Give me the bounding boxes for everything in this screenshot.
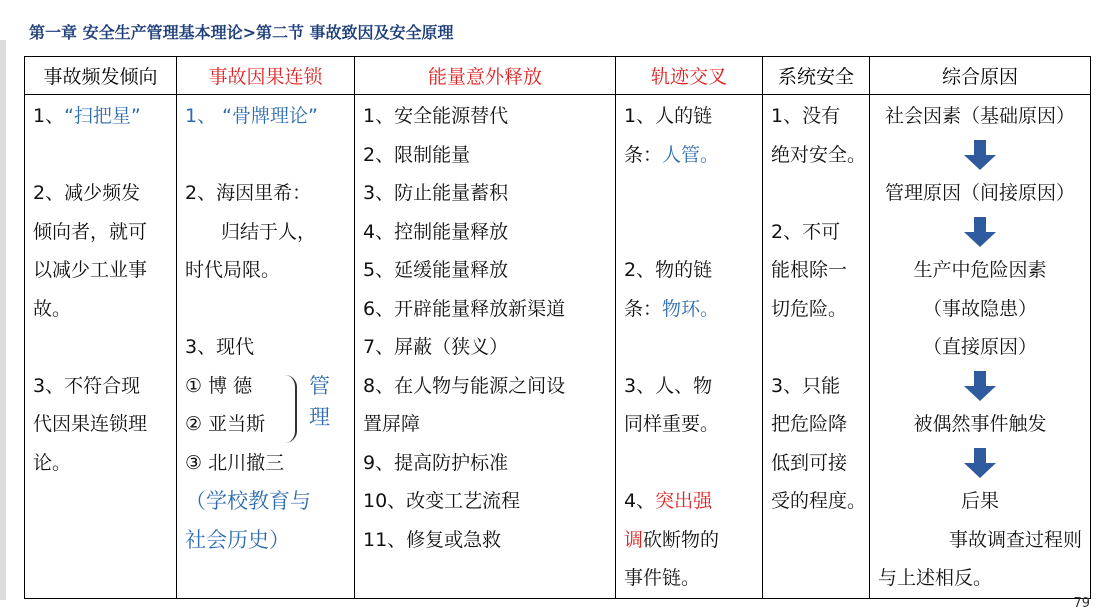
header-row [25, 57, 1091, 95]
text-line: 2、限制能量 [363, 143, 471, 166]
header-energy-release: 能量意外释放 [355, 57, 616, 95]
text-line: 9、提高防护标准 [363, 451, 509, 474]
text-line: 6、开辟能量释放新渠道 [363, 297, 566, 320]
text-line: 生产中危险因素 [913, 259, 1047, 281]
text-line: 切危险。 [771, 297, 848, 320]
domino-theory-text: 1、 “骨牌理论” [185, 105, 318, 127]
text-line: 1、没有 [771, 105, 841, 127]
cell-accident-proneness [25, 95, 177, 599]
text-line: 2、减少频发 [33, 182, 141, 204]
management-label: 管理 [309, 373, 330, 429]
down-arrow-icon [878, 213, 1082, 252]
text-line: ① 博 德 [185, 374, 253, 397]
text-line: 10、改变工艺流程 [363, 490, 521, 512]
social-history-text: 社会历史） [185, 527, 290, 552]
text-line: 以减少工业事 [33, 259, 148, 281]
text-line: 3、不符合现 [33, 374, 141, 397]
text-line: 把危险降 [771, 413, 848, 435]
text-line: 管理原因（间接原因） [884, 182, 1075, 204]
text-line: ③ 北川撤三 [185, 451, 285, 474]
page-title: 第一章 安全生产管理基本理论>第二节 事故致因及安全原理 [29, 23, 454, 42]
down-arrow-icon [878, 367, 1082, 406]
text-line: 4、突出强 [624, 490, 713, 512]
text-line: 被偶然事件触发 [913, 413, 1047, 435]
modern-theorists-group [185, 367, 346, 444]
text-line: 调砍断物的 [624, 528, 720, 551]
text-line: 7、屏蔽（狭义） [363, 336, 509, 358]
text-line: （事故隐患） [922, 297, 1037, 320]
content-row [25, 95, 1091, 599]
curly-brace-icon [285, 375, 297, 443]
text-line: 4、控制能量释放 [363, 220, 509, 243]
cell-system-safety [763, 95, 870, 599]
text-line: （直接原因） [922, 336, 1037, 358]
header-comprehensive-cause: 综合原因 [870, 57, 1091, 95]
text-line: 1、安全能源替代 [363, 105, 509, 127]
text-line: 绝对安全。 [771, 143, 867, 166]
text-line: 11、修复或急救 [363, 528, 502, 551]
text-line: 倾向者，就可 [33, 220, 148, 243]
cell-causation-chain [177, 95, 355, 599]
down-arrow-icon [878, 136, 1082, 175]
text-line: 代因果连锁理 [33, 413, 148, 435]
school-education-text: （学校教育与 [185, 489, 311, 513]
object-environment-text: 物环。 [662, 297, 720, 320]
text-line: 与上述相反。 [878, 567, 993, 589]
cell-trajectory-crossing [616, 95, 763, 599]
text-line: 1、“扫把星” [33, 105, 141, 127]
text-line: 时代局限。 [185, 259, 281, 281]
text-line: 3、人、物 [624, 374, 713, 397]
text-line: 2、物的链 [624, 259, 713, 281]
text-line: 1、人的链 [624, 105, 713, 127]
text-line: 3、防止能量蓄积 [363, 182, 509, 204]
header-trajectory-crossing: 轨迹交叉 [616, 57, 763, 95]
text-line: 5、延缓能量释放 [363, 259, 509, 281]
text-line: 能根除一 [771, 259, 848, 281]
header-causation-chain: 事故因果连锁 [177, 57, 355, 95]
down-arrow-icon [878, 444, 1082, 483]
text-line: 8、在人物与能源之间设 [363, 374, 566, 397]
text-line: 事件链。 [624, 567, 701, 589]
cell-comprehensive-cause [870, 95, 1091, 599]
text-line: 同样重要。 [624, 413, 720, 435]
header-accident-proneness: 事故频发倾向 [25, 57, 177, 95]
text-line: 故。 [33, 297, 72, 320]
text-line: 归结于人， [221, 220, 317, 243]
page-number: 79 [1073, 596, 1090, 611]
text-line: 条：人管。 [624, 143, 720, 166]
text-line: 论。 [33, 451, 72, 474]
emphasis-text: 突出强 [655, 490, 713, 512]
text-line: 3、现代 [185, 336, 255, 358]
cell-energy-release [355, 95, 616, 599]
text-line: 3、只能 [771, 374, 841, 397]
text-line: 2、海因里希： [185, 182, 312, 204]
principles-table [24, 56, 1091, 599]
text-line: 2、不可 [771, 220, 841, 243]
text-line: 后果 [960, 490, 999, 512]
text-line: 置屏障 [363, 413, 421, 435]
text-line: 事故调查过程则 [948, 528, 1082, 551]
text-line: 受的程度。 [771, 490, 867, 512]
sweeping-star-text: “扫把星” [64, 105, 141, 127]
left-edge-bar [0, 40, 6, 600]
text-line: ② 亚当斯 [185, 413, 266, 435]
text-line: 低到可接 [771, 451, 848, 474]
header-system-safety: 系统安全 [763, 57, 870, 95]
text-line: 条：物环。 [624, 297, 720, 320]
text-line: 社会因素（基础原因） [884, 105, 1075, 127]
human-management-text: 人管。 [662, 143, 720, 166]
